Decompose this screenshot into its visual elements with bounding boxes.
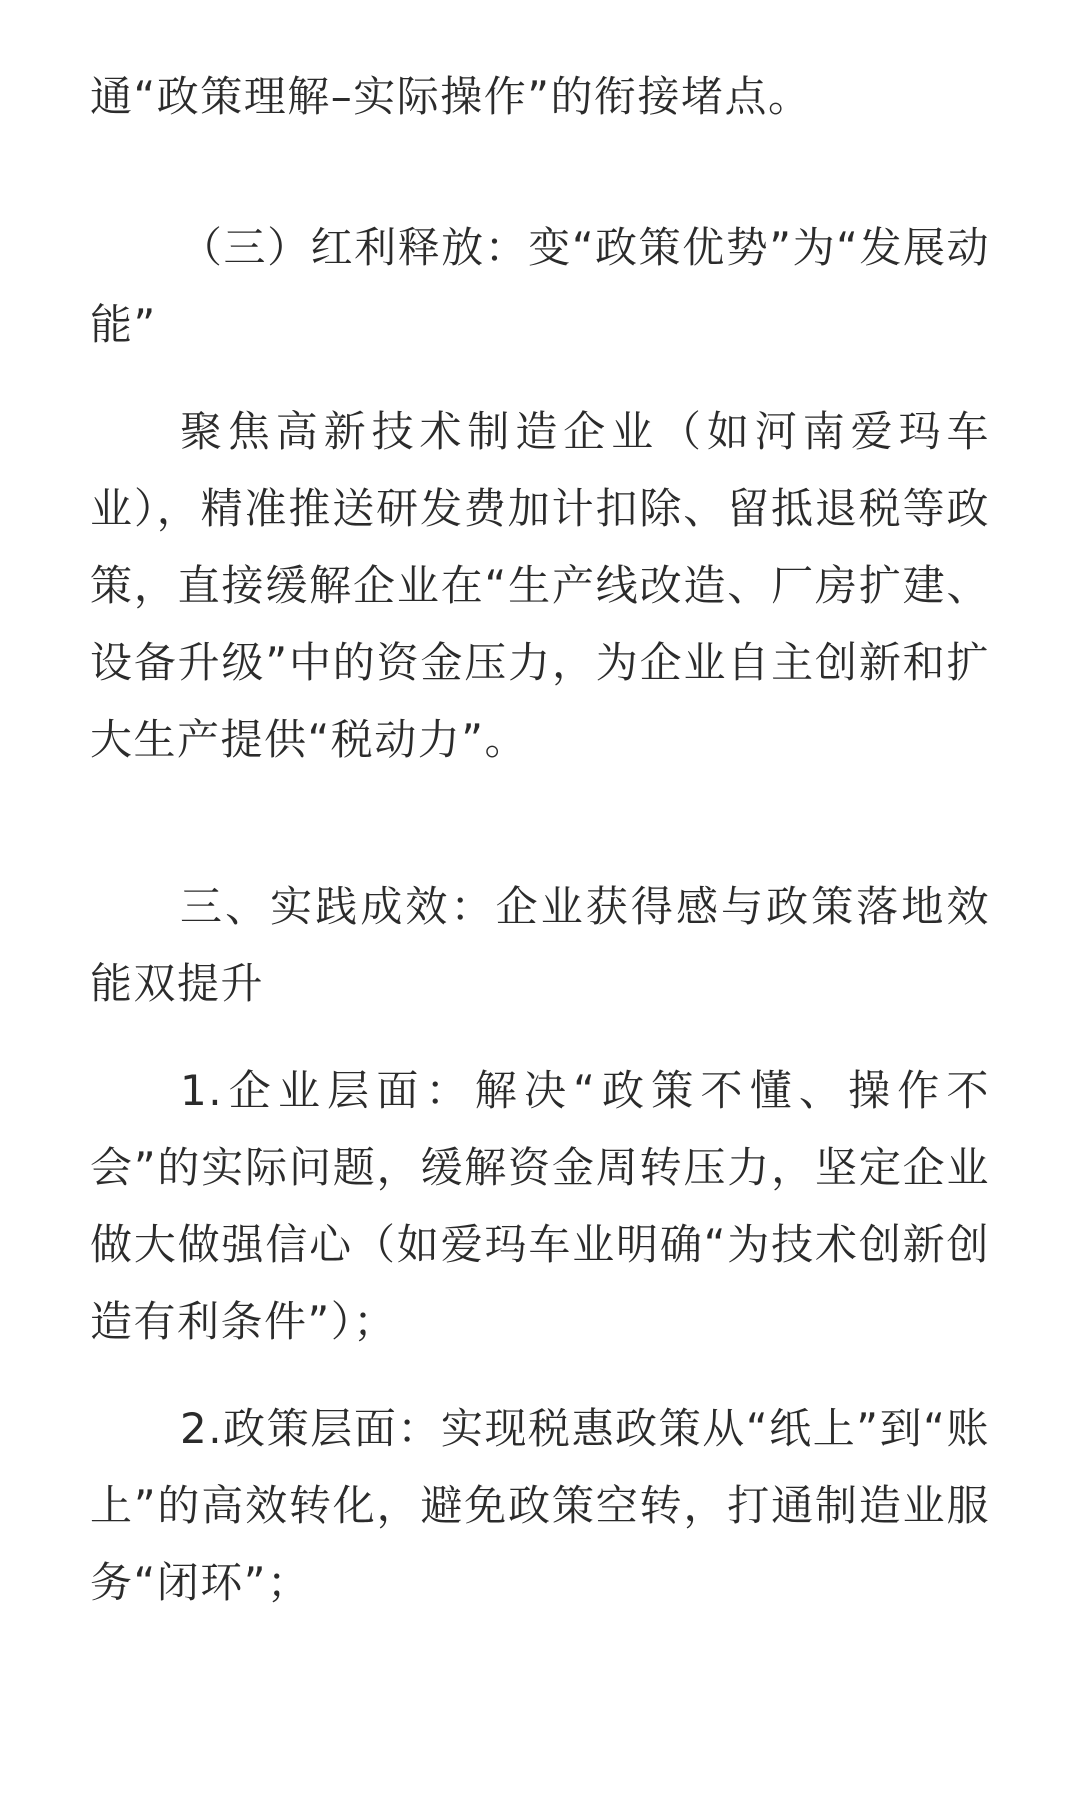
paragraph-enterprise-level: 1.企业层面：解决“政策不懂、操作不会”的实际问题，缓解资金周转压力，坚定企业做大做强信心（如爱玛车业明确“为技术创新创造有利条件”）； [90, 1066, 990, 1346]
paragraph-policy-level: 2.政策层面：实现税惠政策从“纸上”到“账上”的高效转化，避免政策空转，打通制造业服务“闭环”； [90, 1404, 990, 1607]
paragraph-continuation: 通“政策理解–实际操作”的衔接堵点。 [90, 72, 812, 121]
section-heading-dividend-release: （三）红利释放：变“政策优势”为“发展动能” [90, 223, 990, 349]
section-heading-practice-results: 三、实践成效：企业获得感与政策落地效能双提升 [90, 882, 990, 1008]
paragraph-high-tech-enterprises: 聚焦高新技术制造企业（如河南爱玛车业），精准推送研发费加计扣除、留抵退税等政策，直接缓解企业在“生产线改造、厂房扩建、设备升级”中的资金压力，为企业自主创新和扩大生产提供“税动力”。 [90, 407, 990, 764]
